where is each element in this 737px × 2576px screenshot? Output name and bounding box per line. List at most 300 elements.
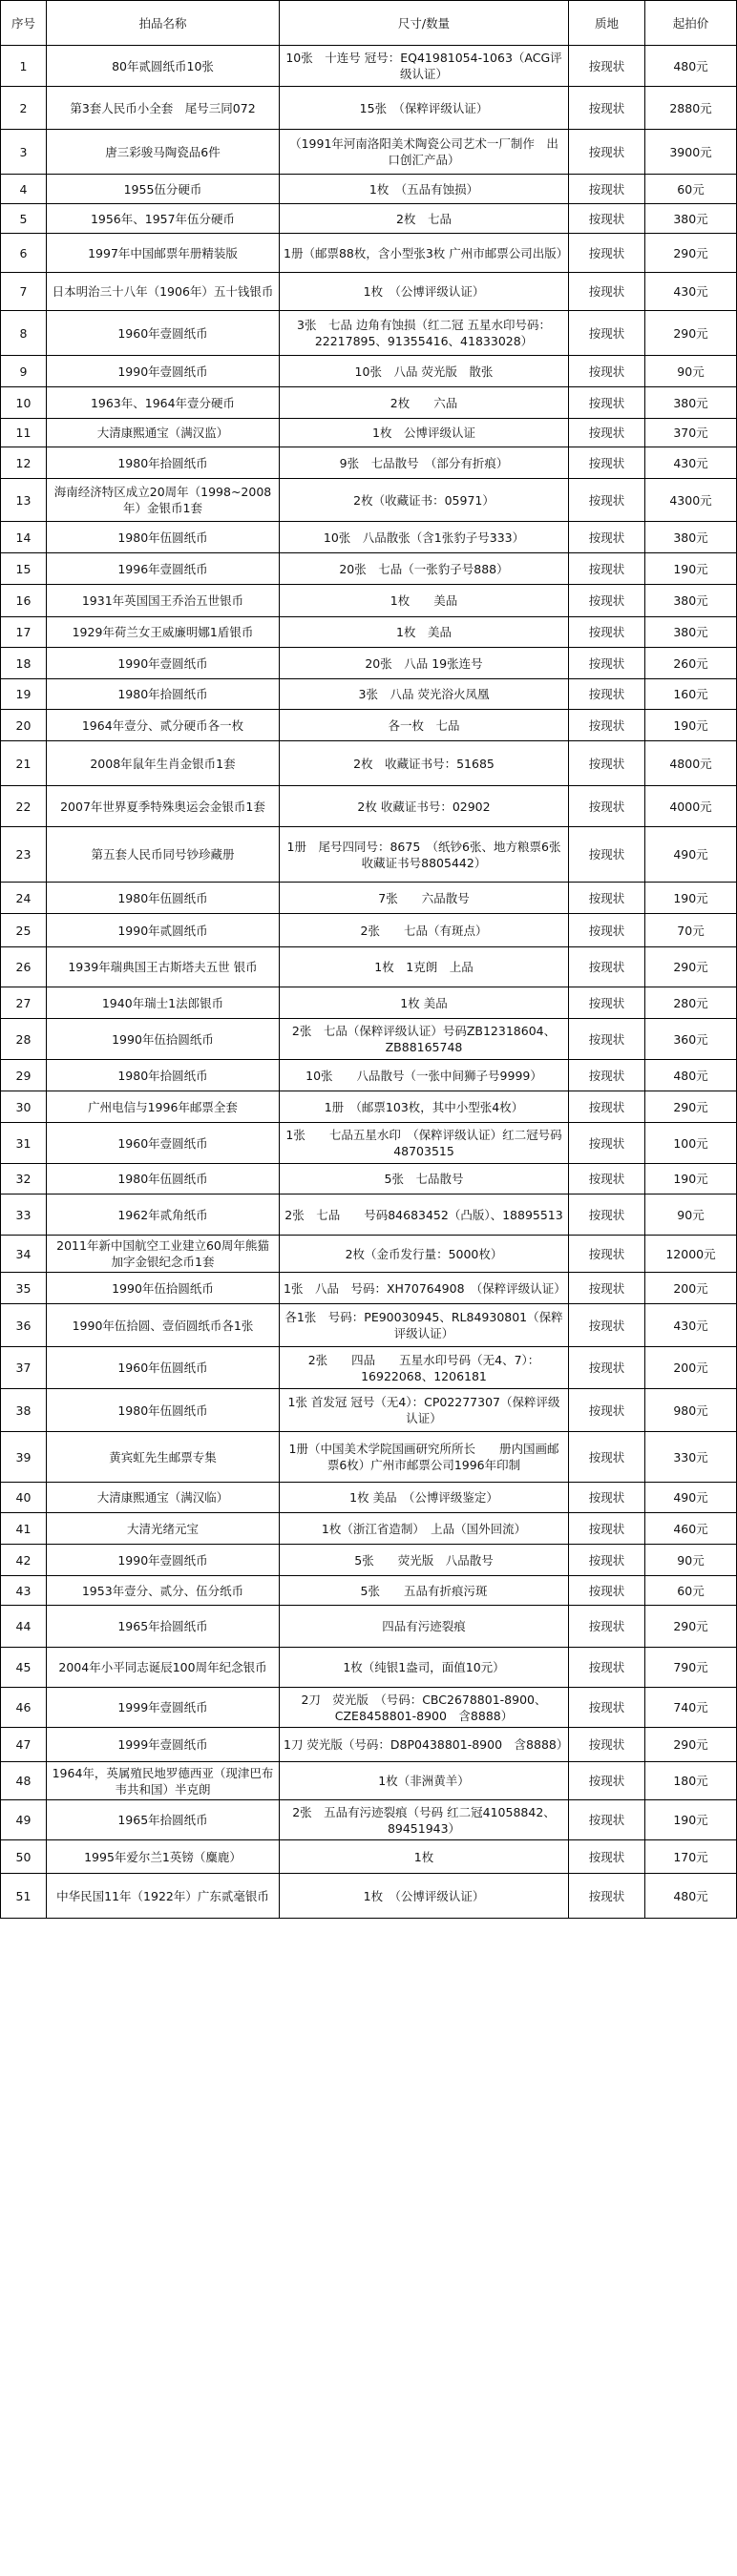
cell-no: 45 [1, 1648, 47, 1688]
table-row [1, 827, 737, 883]
cell-size: 四品有污迹裂痕 [280, 1606, 569, 1648]
table-row [1, 419, 737, 447]
header-no: 序号 [1, 1, 47, 46]
cell-no: 14 [1, 522, 47, 553]
table-row [1, 1728, 737, 1762]
cell-material: 按现状 [569, 710, 645, 741]
table-row [1, 1576, 737, 1606]
cell-no: 51 [1, 1874, 47, 1919]
cell-size: 1枚 美品 （公博评级鉴定） [280, 1483, 569, 1513]
table-row [1, 204, 737, 234]
cell-material: 按现状 [569, 585, 645, 617]
cell-name: 2004年小平同志诞辰100周年纪念银币 [47, 1648, 280, 1688]
cell-material: 按现状 [569, 1576, 645, 1606]
table-row [1, 1874, 737, 1919]
cell-price: 490元 [645, 827, 737, 883]
cell-price: 980元 [645, 1389, 737, 1432]
cell-price: 290元 [645, 234, 737, 273]
cell-material: 按现状 [569, 1164, 645, 1195]
cell-name: 第五套人民币同号钞珍藏册 [47, 827, 280, 883]
cell-no: 4 [1, 175, 47, 204]
cell-material: 按现状 [569, 1195, 645, 1236]
cell-size: 1枚 美品 [280, 987, 569, 1019]
cell-no: 6 [1, 234, 47, 273]
cell-size: 1张 七品五星水印 （保粹评级认证）红二冠号码48703515 [280, 1123, 569, 1164]
cell-material: 按现状 [569, 387, 645, 419]
cell-material: 按现状 [569, 947, 645, 987]
table-row [1, 1389, 737, 1432]
cell-size: 3张 七品 边角有蚀损（红二冠 五星水印号码：22217895、91355416、41833028） [280, 311, 569, 356]
cell-no: 31 [1, 1123, 47, 1164]
header-size: 尺寸/数量 [280, 1, 569, 46]
table-row [1, 1019, 737, 1060]
cell-material: 按现状 [569, 1800, 645, 1840]
cell-name: 1955伍分硬币 [47, 175, 280, 204]
table-row [1, 356, 737, 387]
header-material: 质地 [569, 1, 645, 46]
table-row [1, 1164, 737, 1195]
cell-size: 1枚 （公博评级认证） [280, 1874, 569, 1919]
cell-size: 1册 （邮票103枚，其中小型张4枚） [280, 1091, 569, 1123]
cell-no: 48 [1, 1762, 47, 1800]
cell-size: 2张 七品 号码84683452（凸版）、18895513 [280, 1195, 569, 1236]
cell-size: 1册 尾号四同号：8675 （纸钞6张、地方粮票6张 收藏证书号8805442） [280, 827, 569, 883]
cell-name: 唐三彩骏马陶瓷品6件 [47, 130, 280, 175]
cell-material: 按现状 [569, 1648, 645, 1688]
cell-price: 4800元 [645, 741, 737, 786]
cell-price: 380元 [645, 617, 737, 648]
cell-material: 按现状 [569, 883, 645, 914]
cell-price: 60元 [645, 1576, 737, 1606]
table-row [1, 46, 737, 87]
table-row [1, 479, 737, 522]
cell-no: 1 [1, 46, 47, 87]
cell-name: 1999年壹圆纸币 [47, 1688, 280, 1728]
cell-size: 1枚（纯银1盎司，面值10元） [280, 1648, 569, 1688]
cell-size: 1枚 1克朗 上品 [280, 947, 569, 987]
cell-material: 按现状 [569, 1432, 645, 1483]
cell-material: 按现状 [569, 447, 645, 479]
table-row [1, 234, 737, 273]
table-row [1, 1273, 737, 1304]
cell-price: 740元 [645, 1688, 737, 1728]
cell-material: 按现状 [569, 648, 645, 679]
cell-material: 按现状 [569, 827, 645, 883]
cell-size: 2枚（金币发行量：5000枚） [280, 1236, 569, 1273]
cell-no: 16 [1, 585, 47, 617]
cell-name: 1980年伍圆纸币 [47, 883, 280, 914]
cell-name: 1980年伍圆纸币 [47, 1389, 280, 1432]
cell-material: 按现状 [569, 311, 645, 356]
cell-price: 380元 [645, 585, 737, 617]
cell-name: 1960年壹圆纸币 [47, 311, 280, 356]
cell-size: 1枚 美品 [280, 617, 569, 648]
cell-name: 1990年贰圆纸币 [47, 914, 280, 947]
cell-no: 50 [1, 1840, 47, 1874]
cell-material: 按现状 [569, 1762, 645, 1800]
cell-size: 1枚（非洲黄羊） [280, 1762, 569, 1800]
cell-size: 20张 七品（一张豹子号888） [280, 553, 569, 585]
cell-material: 按现状 [569, 1840, 645, 1874]
cell-price: 190元 [645, 1164, 737, 1195]
cell-name: 1997年中国邮票年册精装版 [47, 234, 280, 273]
cell-name: 2008年鼠年生肖金银币1套 [47, 741, 280, 786]
cell-price: 100元 [645, 1123, 737, 1164]
cell-no: 28 [1, 1019, 47, 1060]
cell-name: 1960年伍圆纸币 [47, 1347, 280, 1389]
cell-price: 380元 [645, 387, 737, 419]
cell-no: 2 [1, 87, 47, 130]
cell-size: 1枚 （五品有蚀损） [280, 175, 569, 204]
table-row [1, 1545, 737, 1576]
cell-material: 按现状 [569, 1874, 645, 1919]
cell-no: 35 [1, 1273, 47, 1304]
cell-name: 1940年瑞士1法郎银币 [47, 987, 280, 1019]
cell-price: 280元 [645, 987, 737, 1019]
cell-name: 1939年瑞典国王古斯塔夫五世 银币 [47, 947, 280, 987]
cell-material: 按现状 [569, 1019, 645, 1060]
table-row [1, 1195, 737, 1236]
cell-name: 1980年伍圆纸币 [47, 522, 280, 553]
cell-material: 按现状 [569, 1688, 645, 1728]
cell-size: 15张 （保粹评级认证） [280, 87, 569, 130]
cell-price: 290元 [645, 947, 737, 987]
cell-size: 2张 七品（有斑点） [280, 914, 569, 947]
cell-no: 38 [1, 1389, 47, 1432]
cell-no: 20 [1, 710, 47, 741]
cell-no: 27 [1, 987, 47, 1019]
cell-name: 1964年，英属殖民地罗德西亚（现津巴布韦共和国）半克朗 [47, 1762, 280, 1800]
cell-no: 5 [1, 204, 47, 234]
table-row [1, 273, 737, 311]
table-row [1, 786, 737, 827]
cell-price: 3900元 [645, 130, 737, 175]
cell-no: 12 [1, 447, 47, 479]
cell-price: 190元 [645, 1800, 737, 1840]
table-row [1, 1304, 737, 1347]
cell-material: 按现状 [569, 741, 645, 786]
table-body [1, 46, 737, 1919]
cell-no: 15 [1, 553, 47, 585]
table-row [1, 1123, 737, 1164]
cell-size: 5张 荧光版 八品散号 [280, 1545, 569, 1576]
cell-name: 1990年伍拾圆、壹佰圆纸币各1张 [47, 1304, 280, 1347]
header-price: 起拍价 [645, 1, 737, 46]
cell-price: 12000元 [645, 1236, 737, 1273]
table-row [1, 1432, 737, 1483]
cell-price: 290元 [645, 311, 737, 356]
cell-size: 1枚 美品 [280, 585, 569, 617]
cell-material: 按现状 [569, 1273, 645, 1304]
cell-material: 按现状 [569, 1347, 645, 1389]
cell-material: 按现状 [569, 87, 645, 130]
cell-no: 21 [1, 741, 47, 786]
cell-size: 1张 首发冠 冠号（无4）：CP02277307（保粹评级认证） [280, 1389, 569, 1432]
cell-material: 按现状 [569, 356, 645, 387]
cell-no: 36 [1, 1304, 47, 1347]
cell-no: 46 [1, 1688, 47, 1728]
cell-no: 23 [1, 827, 47, 883]
cell-name: 第3套人民币小全套 尾号三同072 [47, 87, 280, 130]
cell-size: 2张 七品（保粹评级认证）号码ZB12318604、ZB88165748 [280, 1019, 569, 1060]
cell-material: 按现状 [569, 987, 645, 1019]
cell-material: 按现状 [569, 1545, 645, 1576]
cell-material: 按现状 [569, 175, 645, 204]
cell-material: 按现状 [569, 204, 645, 234]
cell-no: 39 [1, 1432, 47, 1483]
cell-price: 790元 [645, 1648, 737, 1688]
table-row [1, 947, 737, 987]
table-row [1, 387, 737, 419]
cell-no: 17 [1, 617, 47, 648]
cell-size: 5张 七品散号 [280, 1164, 569, 1195]
cell-size: 20张 八品 19张连号 [280, 648, 569, 679]
cell-size: 2枚 收藏证书号：51685 [280, 741, 569, 786]
cell-price: 430元 [645, 273, 737, 311]
cell-material: 按现状 [569, 1513, 645, 1545]
cell-size: 1枚 公博评级认证 [280, 419, 569, 447]
table-row [1, 741, 737, 786]
cell-material: 按现状 [569, 1606, 645, 1648]
table-row [1, 1347, 737, 1389]
table-row [1, 175, 737, 204]
table-row [1, 987, 737, 1019]
table-row [1, 553, 737, 585]
cell-size: 2枚（收藏证书：05971） [280, 479, 569, 522]
cell-size: 10张 十连号 冠号：EQ41981054-1063（ACG评级认证） [280, 46, 569, 87]
cell-price: 380元 [645, 204, 737, 234]
cell-name: 广州电信与1996年邮票全套 [47, 1091, 280, 1123]
table-row [1, 883, 737, 914]
cell-material: 按现状 [569, 479, 645, 522]
table-row [1, 617, 737, 648]
cell-name: 1990年壹圆纸币 [47, 1545, 280, 1576]
cell-price: 370元 [645, 419, 737, 447]
table-row [1, 87, 737, 130]
cell-no: 19 [1, 679, 47, 710]
cell-name: 黄宾虹先生邮票专集 [47, 1432, 280, 1483]
cell-name: 中华民国11年（1922年）广东贰毫银币 [47, 1874, 280, 1919]
cell-no: 13 [1, 479, 47, 522]
cell-name: 日本明治三十八年（1906年）五十钱银币 [47, 273, 280, 311]
cell-name: 1980年拾圆纸币 [47, 679, 280, 710]
cell-name: 1990年伍拾圆纸币 [47, 1273, 280, 1304]
cell-price: 160元 [645, 679, 737, 710]
table-row [1, 1840, 737, 1874]
cell-name: 1999年壹圆纸币 [47, 1728, 280, 1762]
cell-price: 380元 [645, 522, 737, 553]
cell-price: 430元 [645, 447, 737, 479]
cell-name: 1980年伍圆纸币 [47, 1164, 280, 1195]
table-row [1, 710, 737, 741]
table-row [1, 914, 737, 947]
cell-price: 290元 [645, 1606, 737, 1648]
cell-size: （1991年河南洛阳美术陶瓷公司艺术一厂制作 出口创汇产品） [280, 130, 569, 175]
cell-price: 90元 [645, 1545, 737, 1576]
cell-price: 490元 [645, 1483, 737, 1513]
cell-material: 按现状 [569, 130, 645, 175]
cell-price: 4300元 [645, 479, 737, 522]
cell-size: 1枚 （公博评级认证） [280, 273, 569, 311]
cell-price: 460元 [645, 1513, 737, 1545]
cell-material: 按现状 [569, 1728, 645, 1762]
cell-price: 90元 [645, 1195, 737, 1236]
table-row [1, 1762, 737, 1800]
table-header-row [1, 1, 737, 46]
cell-price: 70元 [645, 914, 737, 947]
cell-name: 1963年、1964年壹分硬币 [47, 387, 280, 419]
cell-material: 按现状 [569, 1483, 645, 1513]
cell-size: 1刀 荧光版（号码：D8P0438801-8900 含8888） [280, 1728, 569, 1762]
cell-no: 29 [1, 1060, 47, 1091]
cell-name: 2007年世界夏季特殊奥运会金银币1套 [47, 786, 280, 827]
cell-size: 1枚（浙江省造制） 上品（国外回流） [280, 1513, 569, 1545]
cell-material: 按现状 [569, 786, 645, 827]
cell-no: 11 [1, 419, 47, 447]
cell-material: 按现状 [569, 1060, 645, 1091]
cell-price: 190元 [645, 553, 737, 585]
table-row [1, 648, 737, 679]
table-row [1, 1091, 737, 1123]
cell-no: 47 [1, 1728, 47, 1762]
cell-no: 22 [1, 786, 47, 827]
cell-material: 按现状 [569, 553, 645, 585]
cell-price: 190元 [645, 710, 737, 741]
table-row [1, 585, 737, 617]
cell-material: 按现状 [569, 1304, 645, 1347]
cell-no: 40 [1, 1483, 47, 1513]
table-row [1, 1513, 737, 1545]
cell-price: 360元 [645, 1019, 737, 1060]
cell-price: 200元 [645, 1347, 737, 1389]
cell-no: 34 [1, 1236, 47, 1273]
cell-size: 2枚 六品 [280, 387, 569, 419]
table-row [1, 1236, 737, 1273]
cell-price: 60元 [645, 175, 737, 204]
cell-size: 9张 七品散号 （部分有折痕） [280, 447, 569, 479]
cell-size: 1枚 [280, 1840, 569, 1874]
cell-no: 8 [1, 311, 47, 356]
cell-name: 1931年英国国王乔治五世银币 [47, 585, 280, 617]
cell-no: 24 [1, 883, 47, 914]
cell-price: 2880元 [645, 87, 737, 130]
cell-material: 按现状 [569, 679, 645, 710]
cell-name: 1956年、1957年伍分硬币 [47, 204, 280, 234]
cell-price: 190元 [645, 883, 737, 914]
cell-no: 26 [1, 947, 47, 987]
table-row [1, 1060, 737, 1091]
table-row [1, 1688, 737, 1728]
cell-price: 290元 [645, 1728, 737, 1762]
cell-no: 32 [1, 1164, 47, 1195]
cell-no: 9 [1, 356, 47, 387]
cell-name: 大清康熙通宝（满汉临） [47, 1483, 280, 1513]
cell-price: 4000元 [645, 786, 737, 827]
cell-no: 3 [1, 130, 47, 175]
cell-no: 43 [1, 1576, 47, 1606]
cell-size: 7张 六品散号 [280, 883, 569, 914]
cell-price: 260元 [645, 648, 737, 679]
table-row [1, 522, 737, 553]
cell-size: 1册（邮票88枚，含小型张3枚 广州市邮票公司出版） [280, 234, 569, 273]
cell-name: 1953年壹分、贰分、伍分纸币 [47, 1576, 280, 1606]
cell-no: 7 [1, 273, 47, 311]
cell-name: 海南经济特区成立20周年（1998~2008年）金银币1套 [47, 479, 280, 522]
cell-name: 1962年贰角纸币 [47, 1195, 280, 1236]
cell-size: 1张 八品 号码：XH70764908 （保粹评级认证） [280, 1273, 569, 1304]
cell-name: 1965年拾圆纸币 [47, 1606, 280, 1648]
cell-no: 18 [1, 648, 47, 679]
cell-size: 2枚 七品 [280, 204, 569, 234]
cell-size: 2枚 收藏证书号：02902 [280, 786, 569, 827]
cell-material: 按现状 [569, 914, 645, 947]
cell-name: 1996年壹圆纸币 [47, 553, 280, 585]
cell-name: 大清光绪元宝 [47, 1513, 280, 1545]
table-row [1, 311, 737, 356]
cell-name: 1995年爱尔兰1英镑（麋鹿） [47, 1840, 280, 1874]
cell-no: 33 [1, 1195, 47, 1236]
cell-name: 1990年伍拾圆纸币 [47, 1019, 280, 1060]
cell-no: 41 [1, 1513, 47, 1545]
cell-material: 按现状 [569, 1236, 645, 1273]
cell-size: 10张 八品散张（含1张豹子号333） [280, 522, 569, 553]
cell-price: 170元 [645, 1840, 737, 1874]
table-row [1, 1483, 737, 1513]
cell-material: 按现状 [569, 419, 645, 447]
table-row [1, 1800, 737, 1840]
cell-size: 10张 八品 荧光版 散张 [280, 356, 569, 387]
cell-material: 按现状 [569, 522, 645, 553]
cell-name: 1964年壹分、贰分硬币各一枚 [47, 710, 280, 741]
table-row [1, 447, 737, 479]
cell-name: 1980年拾圆纸币 [47, 447, 280, 479]
cell-no: 25 [1, 914, 47, 947]
cell-price: 330元 [645, 1432, 737, 1483]
cell-name: 1929年荷兰女王威廉明娜1盾银币 [47, 617, 280, 648]
cell-name: 80年贰圆纸币10张 [47, 46, 280, 87]
cell-size: 各一枚 七品 [280, 710, 569, 741]
cell-name: 1990年壹圆纸币 [47, 356, 280, 387]
cell-material: 按现状 [569, 1123, 645, 1164]
cell-no: 42 [1, 1545, 47, 1576]
cell-material: 按现状 [569, 1389, 645, 1432]
cell-no: 44 [1, 1606, 47, 1648]
table-row [1, 1648, 737, 1688]
cell-size: 2刀 荧光版 （号码：CBC2678801-8900、CZE8458801-8900 含8888） [280, 1688, 569, 1728]
cell-name: 大清康熙通宝（满汉监） [47, 419, 280, 447]
table-row [1, 679, 737, 710]
cell-name: 1980年拾圆纸币 [47, 1060, 280, 1091]
cell-material: 按现状 [569, 46, 645, 87]
cell-price: 480元 [645, 1060, 737, 1091]
cell-size: 10张 八品散号（一张中间狮子号9999） [280, 1060, 569, 1091]
cell-no: 37 [1, 1347, 47, 1389]
cell-size: 2张 四品 五星水印号码（无4、7）：16922068、1206181 [280, 1347, 569, 1389]
cell-material: 按现状 [569, 1091, 645, 1123]
cell-price: 180元 [645, 1762, 737, 1800]
cell-price: 430元 [645, 1304, 737, 1347]
cell-price: 290元 [645, 1091, 737, 1123]
cell-name: 1960年壹圆纸币 [47, 1123, 280, 1164]
cell-price: 200元 [645, 1273, 737, 1304]
cell-material: 按现状 [569, 234, 645, 273]
cell-material: 按现状 [569, 273, 645, 311]
table-row [1, 130, 737, 175]
cell-price: 480元 [645, 46, 737, 87]
cell-price: 480元 [645, 1874, 737, 1919]
cell-size: 5张 五品有折痕污斑 [280, 1576, 569, 1606]
cell-size: 2张 五品有污迹裂痕（号码 红二冠41058842、89451943） [280, 1800, 569, 1840]
